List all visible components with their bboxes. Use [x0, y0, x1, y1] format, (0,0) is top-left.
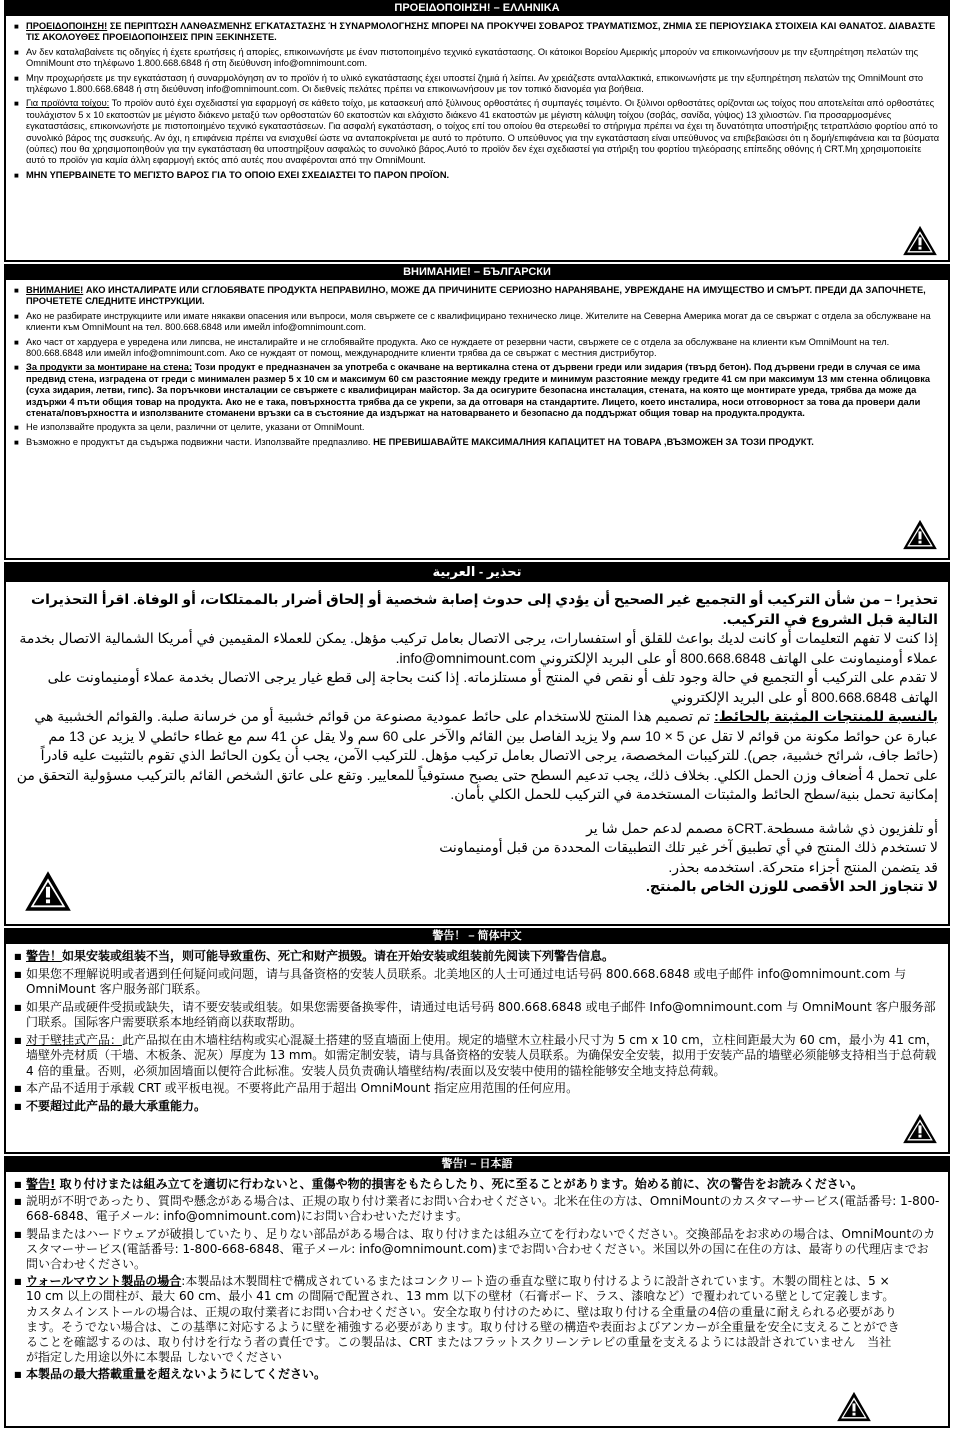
list-item: ■ Αν δεν καταλαβαίνετε τις οδηγίες ή έχετε ερωτήσεις ή απορίες, επικοινωνήστε με έναν πιστοποιημένο τεχνικό εγκατάστασης. Οι κάτοικοι Βορείου Αμερικής μπορούν να επικοινωνήσουν με την εξυπηρέτηση πελατών της OmniMount στο τηλέφωνο 1.800.668.6848 ή στη διεύθυνση info@omnimount.com.: [14, 47, 940, 70]
list-item: [14, 285, 940, 308]
bulgarian-warning-section: [4, 264, 950, 560]
warning-text: АКО ИНСТАЛИРАТЕ ИЛИ СГЛОБЯВАТЕ ПРОДУКТА НЕПРАВИЛНО, МОЖЕ ДА ПРИЧИНИТЕ СЕРИОЗНО НАРАНЯВАНЕ, УВРЕЖДАНЕ НА ИМУЩЕСТВО И СМЪРТ. ПРЕДИ ДА ЗАПОЧНЕТЕ, ПРОЧЕТЕТЕ СЛЕДНИТЕ ИНСТРУКЦИИ.: [26, 285, 926, 307]
warning-triangle-icon: [24, 870, 72, 912]
warning-text: 如果安装或组装不当，则可能导致重伤、死亡和财产损毁。请在开始安装或组装前先阅读下列警告信息。: [62, 949, 615, 963]
warning-triangle-icon: [902, 1113, 938, 1144]
list-item: [14, 21, 940, 44]
japanese-warning-section: [4, 1156, 950, 1428]
list-item: ■ 不要超过此产品的最大承重能力。: [14, 1099, 940, 1115]
wall-products-label: 对于壁挂式产品：: [26, 1032, 123, 1047]
arabic-warning-section: [4, 562, 950, 926]
warning-label: ΠΡΟΕΙΔΟΠΟΙΗΣΗ!: [26, 21, 108, 31]
list-item: ■ ΜΗΝ ΥΠΕΡΒΑΙΝΕΤΕ ΤΟ ΜΕΓΙΣΤΟ ΒΑΡΟΣ ΓΙΑ ΤΟ ΟΠΟΙΟ ΕΧΕΙ ΣΧΕΔΙΑΣΤΕΙ ΤΟ ΠΑΡΟΝ ΠΡΟΪΟΝ.: [14, 170, 940, 181]
list-item: [14, 949, 940, 965]
section-header: تحذير - العربية: [6, 562, 948, 582]
list-item: ■ 如果您不理解说明或者遇到任何疑问或问题，请与具备资格的安装人员联系。北美地区的人士可通过电话号码 800.668.6848 或电子邮件 info@omnimount.com 与 OmniMount 客户服务部门联系。: [14, 967, 940, 998]
section-header: 警告！ – 简体中文: [6, 928, 948, 944]
list-item: [14, 1177, 940, 1192]
list-item: [14, 98, 940, 166]
arabic-paragraph: إذا كنت لا تفهم التعليمات أو كانت لديك بواعث للقلق أو استفسارات، يرجى الاتصال بعامل تركيب مؤهل. يمكن للعملاء المقيمين في أمريكا الشمالية الاتصال بخدمة عملاء أومنيماونت على الهاتف 800.668.6848 أو على البريد الإلكتروني info@omnimount.com.: [19, 630, 938, 666]
list-item: ■ 説明が不明であったり、質問や懸念がある場合は、正規の取り付け業者にお問い合わせください。北米在住の方は、OmniMountのカスタマーサービス(電話番号: 1-800-668-6848、電子メール: info@omnimount.com)にお問い合わせいただけます。: [14, 1194, 940, 1224]
list-item: [14, 1274, 940, 1365]
wall-products-label: بالنسبة للمنتجات المثبتة بالحائط:: [714, 708, 938, 724]
arabic-paragraph: أو تلفزيون ذي شاشة مسطحة.CRTة مصمم لدعم حمل شا ير: [586, 819, 938, 836]
warning-text: ΣΕ ΠΕΡΙΠΤΩΣΗ ΛΑΝΘΑΣΜΕΝΗΣ ΕΓΚΑΤΑΣΤΑΣΗΣ Ή ΣΥΝΑΡΜΟΛΟΓΗΣΗΣ ΜΠΟΡΕΙ ΝΑ ΠΡΟΚΥΨΕΙ ΣΟΒΑΡΟΣ ΤΡΑΥΜΑΤΙΣΜΟΣ, ΖΗΜΙΑ ΣΕ ΠΕΡΙΟΥΣΙΑΚΑ ΣΤΟΙΧΕΙΑ ΚΑΙ ΘΑΝΑΤΟΣ. ΔΙΑΒΑΣΤΕ ΤΙΣ ΑΚΟΛΟΥΘΕΣ ΠΡΟΕΙΔΟΠΟΙΗΣΕΙΣ ΠΡΙΝ ΞΕΚΙΝΗΣΕΤΕ.: [26, 21, 936, 43]
list-item: ■ 本产品不适用于承载 CRT 或平板电视。不要将此产品用于超出 OmniMount 指定应用范围的任何应用。: [14, 1081, 940, 1097]
list-item: [14, 1033, 940, 1080]
list-item: ■ 本製品の最大搭載重量を超えないようにしてください。: [14, 1367, 940, 1382]
wall-products-text: Το προϊόν αυτό έχει σχεδιαστεί για εφαρμογή σε κάθετο τοίχο, με κατασκευή από ξύλινους ορθοστάτες ή συμπαγές τσιμέντο. Οι ξύλινοι ορθοστάτες ορίζονται ως τοίχος που αποτελείται από ορθοστάτες τουλάχιστον 5 x 10 εκατοστών με μέγιστο διάκενο μεταξύ των ορθοστατών 60 εκατοστών και ελάχιστο διάκενο 41 εκατοστών με μέγιστη κάλυψη τοίχου (σοβάς, σανίδα, γύψος) 13 χιλιοστών. Για προσαρμοσμένες εγκαταστάσεις, επικοινωνήστε με πιστοποιημένο τεχνικό εγκαταστάσεων. Για ασφαλή εγκατάσταση, ο τοίχος επί του οποίου θα στερεωθεί το στήριγμα πρέπει να έχει τη δυνατότητα υποστήριξης τετραπλάσιο φορτίου από το συνολικό βάρος της συσκευής. Αν όχι, η επιφάνεια πρέπει να ενισχυθεί ώστε να ανταποκρίνεται με αυτό το πρότυπο. Ο υπεύθυνος για την εγκατάσταση είναι υπεύθυνος να επιβεβαιώσει ότι η δομή/επιφάνεια και τα βύσματα (ούπες) που θα χρησιμοποιηθούν για την εγκατάσταση θα υποστηρίξουν ασφαλώς το συνολικό βάρος.Αυτό το προϊόν δεν έχει σχεδιαστεί για στήριξη του φορτίου τηλεόρασης επίπεδης οθόνης ή CRT.Μη χρησιμοποιείτε αυτό το προϊόν για καμία άλλη εφαρμογή εκτός από αυτές που αναφέρονται από την OmniMount.: [26, 98, 940, 166]
list-item: ■ 如果产品或硬件受损或缺失，请不要安装或组装。如果您需要备换零件，请通过电话号码 800.668.6848 或电子邮件 Info@omnimount.com 与 OmniMount 客户服务部门联系。国际客户需要联系本地经销商以获取帮助。: [14, 1000, 940, 1031]
arabic-paragraph: لا تستخدم ذلك المنتج في أي تطبيق آخر غير تلك التطبيقات المحددة من قبل أومنيماونت: [439, 839, 938, 855]
chinese-warning-section: [4, 928, 950, 1154]
list-item: ■ Ако част от хардуера е увредена или липсва, не инсталирайте и не сглобявайте продукта. Ако се нуждаете от резервни части, свържете се с отдела за обслужване на клиенти към OmniMount на тел. 800.668.6848 или имейл info@omnimount.com. Ако се нуждаят от помощ, международните клиенти трябва да се свържат с местния дистрибутор.: [14, 337, 940, 360]
list-item: ■ Не използвайте продукта за цели, различни от целите, указани от OmniMount.: [14, 422, 940, 433]
warning-triangle-icon: [902, 519, 938, 550]
arabic-max-load-warning: لا تتجاوز الحد الأقصى للوزن الخاص بالمنتج.: [646, 878, 938, 894]
moving-parts-text: Възможно е продуктът да съдържа подвижни части. Използвайте предпазливо.: [26, 436, 374, 447]
section-header: ΠΡΟΕΙΔΟΠΟΙΗΣΗ! – ΕΛΛΗΝΙΚΑ: [6, 0, 948, 16]
list-item: ■ Ако не разбирате инструкциите или имате някакви опасения или въпроси, моля свържете се с квалифицирано техническо лице. Жителите на Северна Америка могат да се свържат с отдела за обслужване на клиенти към OmniMount на тел. 800.668.6848 или имейл info@omnimount.com.: [14, 311, 940, 334]
warning-label: ВНИМАНИЕ!: [26, 285, 84, 295]
arabic-paragraph: لا تقدم على التركيب أو التجميع في حالة وجود تلف أو نقص في المنتج أو مستلزماته. إذا كنت بحاجة إلى قطع غيار يرجى الاتصال بخدمة عملاء أومنيماونت على الهاتف 800.668.6848 أو على البريد الإلكتروني: [47, 669, 938, 705]
arabic-paragraph: قد يتضمن المنتج أجزاء متحركة. استخدمه بحذر.: [668, 858, 938, 875]
list-item: ■ 製品またはハードウェアが破損していたり、足りない部品がある場合は、取り付けまたは組み立てを行わないでください。交換部品をお求めの場合は、OmniMountのカスタマーサービス(電話番号: 1-800-668-6848、電子メール: info@omnimount.com)までお問い合わせください。米国以外の国に在住の方は、最寄りの代理店までお問い合わせください。: [14, 1227, 940, 1273]
section-header: ВНИМАНИЕ! – БЪЛГАРСКИ: [6, 264, 948, 280]
arabic-paragraph: [16, 707, 938, 805]
wall-products-label: За продукти за монтиране на стена:: [26, 362, 193, 373]
wall-products-text: Този продукт е предназначен за употреба с окачване на вертикална стена от дървени греди или зидария (твърд бетон). Под дървени греди в случая се има предвид стена, изградена от греди с минимален размер 5 х 10 см и максимум 60 см разстояние между гредите и минимум разстояние между гредите 41 см при максимум 13 мм стенна облицовка (суха зидария, летви, гипс). За поръчкови инсталации се свържете с квалифициран майстор. За да осигурите безопасна инсталация, стената, на която ще монтирате уреда, трябва да може да издържи 4 пъти общия товар на продукта. Ако не е така, повърхността трябва да се укрепи, за да отговаря на стандартите. Лицето, което инсталира, носи отговорност за това да провери дали стената/повърхността и използваните стоманени връзки са в състояние да издържат на натоварването и безопасно да поддържат общия товар на продукта.продукта.: [26, 362, 931, 419]
warning-text: 取り付けまたは組み立てを適切に行わないと、重傷や物的損害をもたらしたり、死に至ることがあります。始める前に、次の警告をお読みください。: [55, 1177, 863, 1191]
greek-warning-section: [4, 0, 950, 262]
wall-products-text: 此产品拟在由木墙柱结构或实心混凝土搭建的竖直墙面上使用。规定的墙壁木立柱最小尺寸为 5 cm x 10 cm，立柱间距最大为 60 cm，最小为 41 cm，墙壁外壳材质（干墙、木板条、泥灰）厚度为 13 mm。如需定制安装，请与具备资格的安装人员联系。为确保安全安装，拟用于安装产品的墙壁必须能够支持相当于总荷载 4 倍的重量。否则，必须加固墙面以便符合此标准。安装人员负责确认墙壁结构/表面以及安装中使用的锚栓能够安全地支持总荷载。: [26, 1032, 939, 1078]
list-item: [14, 437, 940, 448]
list-item: ■ Μην προχωρήσετε με την εγκατάσταση ή συναρμολόγηση αν το προϊόν ή το υλικό εγκατάστασης έχει υποστεί ζημιά ή λείπει. Αν χρειάζεστε ανταλλακτικά, επικοινωνήστε με την εξυπηρέτηση πελατών της OmniMount στο τηλέφωνο 1.800.668.6848 ή στη διεύθυνση info@omnimount.com. Οι διεθνείς πελάτες πρέπει να επικοινωνήσουν με τον τοπικό διανομέα για βοήθεια.: [14, 73, 940, 96]
wall-products-text: تم تصميم هذا المنتج للاستخدام على حائط عمودية مصنوعة من قوائم خشبية أو من خرسانة صلبة. والقوائم الخشبية هي عبارة عن حوائط مكونة من قوائم لا تقل عن 5 × 10 سم ولا يزيد الفاصل بين القائم والآخر على 60 سم ولا يقل عن 41 سم مع غطاء حائطي لا يزيد عن 13 مم (حائط جاف، شرائح خشبية، جص). للتركيبات المخصصة، يرجى الاتصال بعامل تركيب مؤهل. للتركيب الآمن، يجب أن يكون الحائط الذي تقوم بالتثبيت عليه قادراً على تحمل 4 أضعاف وزن الحمل الكلي. بخلاف ذلك، يجب تدعيم السطح حتى يصبح مستوفياً للمعايير. وتقع على عاتق الشخص القائم بالتركيب مسؤولية التحقق من إمكانية تحمل بنية/سطح الحائط والمثبتات المستخدمة في التركيب للحمل الكلي بأمان.: [16, 708, 938, 802]
warning-triangle-icon: [836, 1391, 872, 1422]
warning-triangle-icon: [902, 225, 938, 256]
wall-products-label: ウォールマウント製品の場合: [26, 1274, 182, 1289]
section-header: 警告! – 日本語: [6, 1156, 948, 1172]
warning-label: 警告!: [26, 1177, 56, 1191]
list-item: [14, 362, 940, 419]
arabic-intro-warning: تحذير! – من شأن التركيب أو التجميع غير الصحيح أن يؤدي إلى حدوث إصابة شخصية أو إلحاق أضرار بالممتلكات، أو الوفاة. اقرأ التحذيرات التالية قبل الشروع في التركيب.: [31, 591, 938, 627]
wall-products-label: Για προϊόντα τοίχου:: [26, 98, 110, 109]
max-load-warning: НЕ ПРЕВИШАВАЙТЕ МАКСИМАЛНИЯ КАПАЦИТЕТ НА ТОВАРА ,ВЪЗМОЖЕН ЗА ТОЗИ ПРОДУКТ.: [373, 436, 814, 447]
wall-products-text: :本製品は木製間柱で構成されているまたはコンクリート造の垂直な壁に取り付けるように設計されています。木製の間柱とは、5 × 10 cm 以上の間柱が、最大 60 cm、最小 41 cm の間隔で配置され、13 mm 以下の壁材（石膏ボード、ラス、漆喰など）で覆われている壁として定義します。カスタムインストールの場合は、正規の取付業者にお問い合わせください。安全な取り付けのために、壁は取り付ける全重量の4倍の重量に耐えられる必要があります。そうでない場合は、この基準に対応するように壁を補強する必要があります。取り付ける壁の構造や表面およびアンカーが全重量を安全に支えることができることを確認するのは、取り付けを行なう者の責任です。この製品は、CRT またはフラットスクリーンテレビの重量を支えるようには設計されていません 当社が指定した用途以外に本製品 しないでください: [26, 1274, 900, 1365]
warning-label: 警告！: [26, 949, 63, 963]
